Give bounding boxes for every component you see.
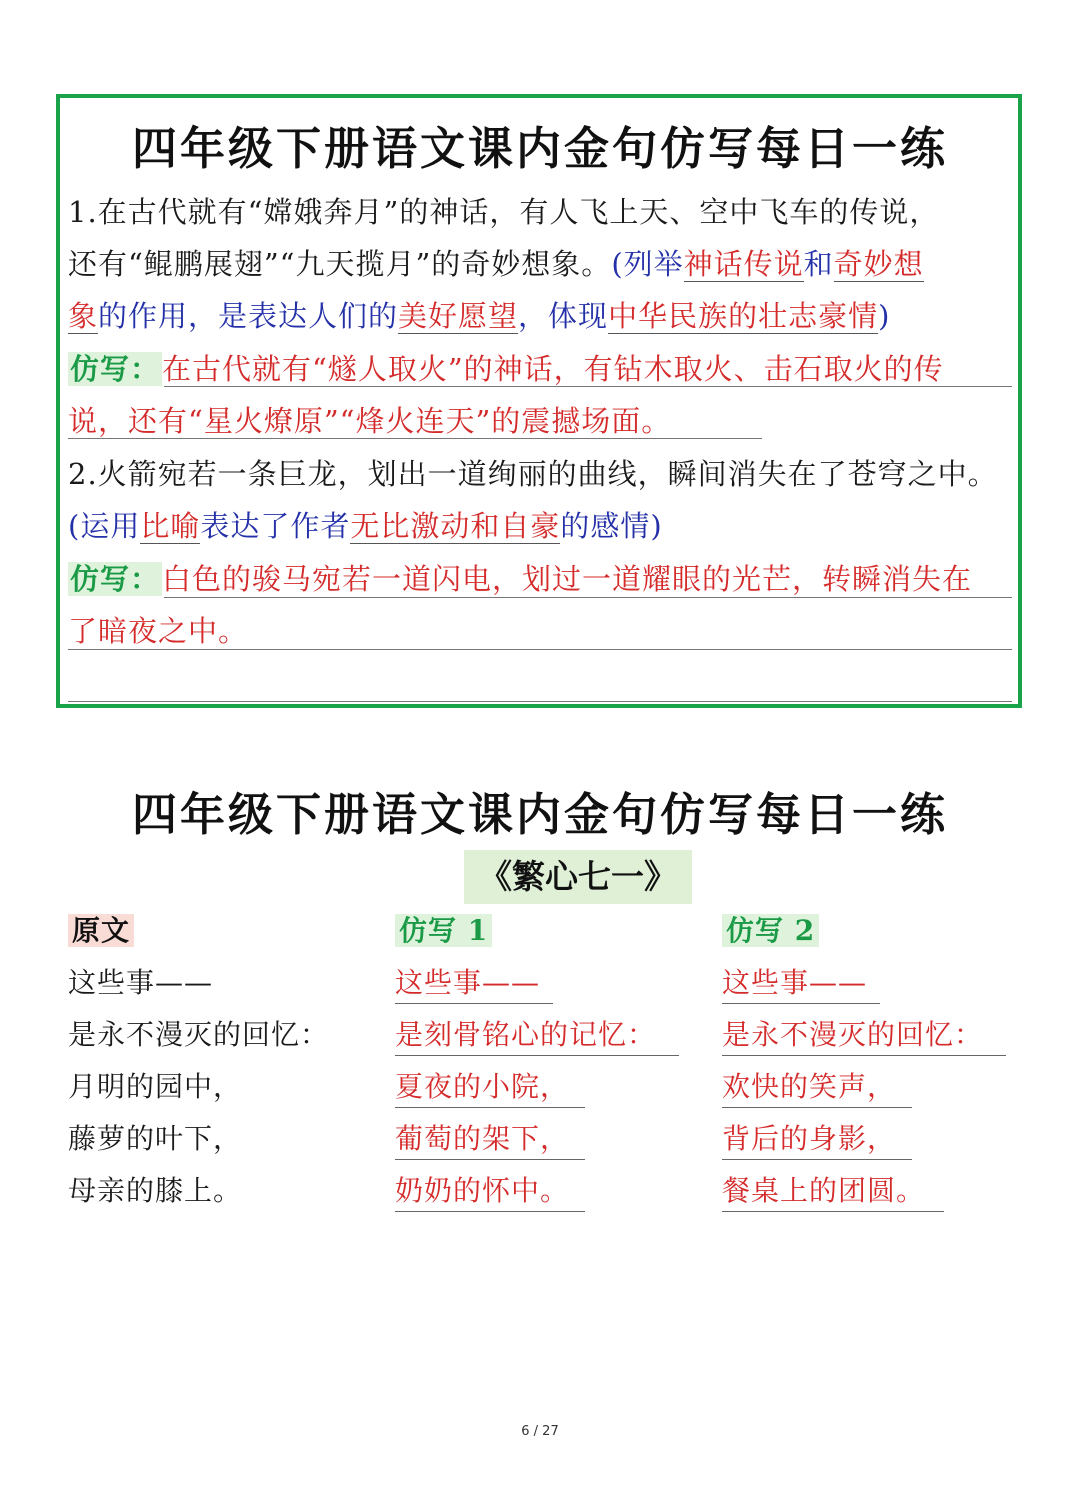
item1-imitation-text-2: 说，还有“星火燎原”“烽火连天”的震撼场面。: [68, 404, 672, 438]
item1-note-and: 和: [803, 247, 834, 281]
imitation1-column: [395, 905, 679, 1217]
item1-keyword-2b: 象: [68, 299, 99, 333]
item1-keyword-3: 美好愿望: [398, 299, 519, 333]
original-line: 是永不漫灭的回忆：: [68, 1018, 330, 1051]
underline: [68, 649, 1012, 650]
item1-keyword-4: 中华民族的壮志豪情: [608, 299, 879, 333]
imitation1-line: 葡萄的架下，: [395, 1119, 585, 1160]
imitation2-line: 餐桌上的团圆。: [722, 1171, 944, 1212]
item1-keyword-1: 神话传说: [683, 247, 804, 281]
page-title: 四年级下册语文课内金句仿写每日一练: [131, 122, 948, 175]
imitation1-header: 仿写 1: [395, 914, 492, 947]
item2-note-close: 的感情): [560, 509, 663, 543]
item2-note-mid: 表达了作者: [200, 509, 351, 543]
item1-text-2: 还有“鲲鹏展翅”“九天揽月”的奇妙想象。: [68, 247, 612, 281]
original-line: 月明的园中，: [68, 1070, 243, 1103]
item2-text-1: 2.火箭宛若一条巨龙，划出一道绚丽的曲线，瞬间消失在了苍穹之中。: [68, 457, 998, 491]
underline: [164, 386, 1012, 387]
section2-title: 四年级下册语文课内金句仿写每日一练: [131, 788, 948, 841]
item1-keyword-2a: 奇妙想: [833, 247, 924, 281]
item1-line3: [68, 290, 1012, 342]
item1-line1: [68, 186, 1012, 238]
item1-note-open: (列举: [611, 247, 684, 281]
original-header: 原文: [68, 914, 134, 947]
imitation1-line: 这些事——: [395, 963, 553, 1004]
item2-keyword-1: 比喻: [140, 509, 201, 543]
item2-keyword-2: 无比激动和自豪: [350, 509, 561, 543]
item1-imitation-line1: [68, 343, 1012, 395]
blank-writing-line: [68, 701, 1012, 702]
original-line: 母亲的膝上。: [68, 1174, 243, 1207]
imitation1-line: 奶奶的怀中。: [395, 1171, 585, 1212]
imitation-label: 仿写：: [70, 352, 161, 386]
imitation1-line: 夏夜的小院，: [395, 1067, 585, 1108]
item1-note-mid2: ，体现: [518, 299, 609, 333]
item1-note-close: ): [878, 299, 891, 333]
underline: [68, 438, 762, 439]
imitation2-line: 欢快的笑声，: [722, 1067, 912, 1108]
item2-imitation-text-1: 白色的骏马宛若一道闪电，划过一道耀眼的光芒，转瞬消失在: [162, 562, 973, 596]
item2-note-open: (运用: [68, 509, 141, 543]
item2-line1: [68, 448, 1012, 500]
imitation-label: 仿写：: [70, 562, 161, 596]
item2-line2: [68, 500, 1012, 552]
imitation2-line: 这些事——: [722, 963, 880, 1004]
imitation2-line: 是永不漫灭的回忆：: [722, 1015, 1006, 1056]
original-line: 藤萝的叶下，: [68, 1122, 243, 1155]
item1-text-1: 1.在古代就有“嫦娥奔月”的神话，有人飞上天、空中飞车的传说，: [68, 195, 940, 229]
item1-line2: [68, 238, 1012, 290]
item1-note-mid: 的作用，是表达人们的: [98, 299, 399, 333]
original-line: 这些事——: [68, 966, 214, 999]
item2-imitation-text-2: 了暗夜之中。: [68, 614, 249, 648]
underline: [164, 597, 1012, 598]
imitation2-column: [722, 905, 1006, 1217]
imitation2-header: 仿写 2: [722, 914, 819, 947]
poem-title: 《繁心七一》: [464, 850, 692, 904]
imitation1-line: 是刻骨铭心的记忆：: [395, 1015, 679, 1056]
item1-imitation-line2: [68, 395, 1012, 447]
original-column: [68, 905, 329, 1217]
imitation2-line: 背后的身影，: [722, 1119, 912, 1160]
page-number: 6 / 27: [521, 1424, 559, 1439]
item1-imitation-text-1: 在古代就有“燧人取火”的神话，有钻木取火、击石取火的传: [162, 352, 944, 386]
